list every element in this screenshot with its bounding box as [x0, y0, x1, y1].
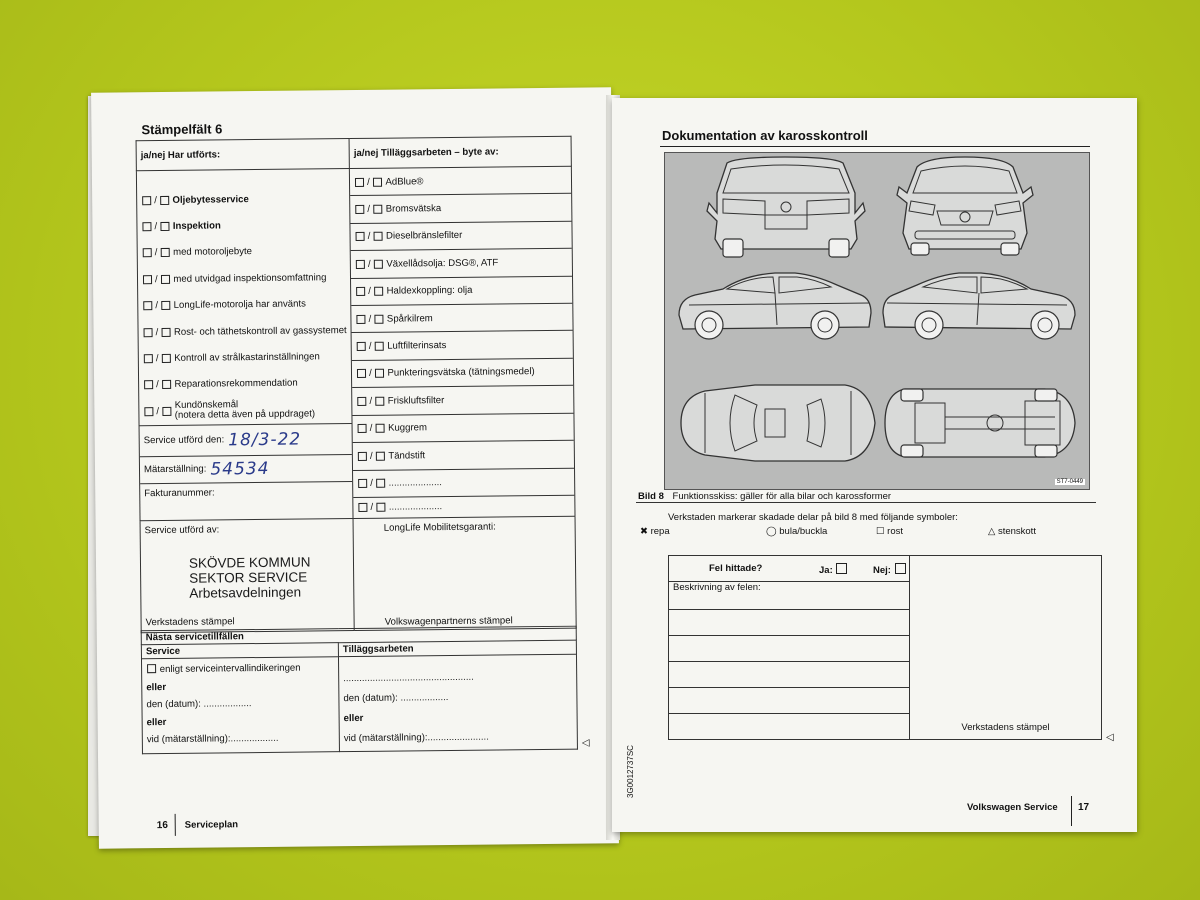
additional-date-field[interactable]: den (datum): .................. — [343, 692, 449, 705]
no-checkbox[interactable] — [162, 380, 171, 389]
done-item-label: Kontroll av strålkastarinställningen — [174, 351, 320, 364]
workshop-stamp-imprint: SKÖVDE KOMMUN SEKTOR SERVICE Arbetsavdelningen — [188, 553, 311, 601]
left-page — [91, 87, 619, 848]
no-checkbox[interactable] — [374, 260, 383, 269]
yes-checkbox[interactable] — [357, 315, 366, 324]
description-line-4[interactable] — [669, 688, 910, 714]
or-label-1: eller — [146, 681, 167, 693]
symbol-stone-chip: △ stenskott — [988, 526, 1036, 537]
done-item[interactable]: / Kundönskemål (notera detta även på uppdraget) — [139, 396, 351, 425]
car-diagram-svg — [665, 153, 1089, 489]
mobility-cell — [353, 516, 576, 630]
next-service-header: Service — [142, 643, 338, 659]
done-item[interactable]: / med motoroljebyte — [138, 238, 350, 267]
odometer-field[interactable]: vid (mätarställning):.................. — [146, 732, 279, 746]
odometer-field-label: Mätarställning: — [143, 463, 207, 476]
additional-item-label: Växellådsolja: DSG®, ATF — [386, 257, 499, 270]
yes-checkbox[interactable] — [144, 354, 153, 363]
no-checkbox[interactable] — [373, 232, 382, 241]
or-label-3: eller — [343, 712, 364, 725]
additional-item-label: Haldexkoppling: olja — [386, 285, 473, 297]
yes-checkbox[interactable] — [358, 452, 367, 461]
done-item-label: Oljebytesservice — [172, 193, 249, 206]
description-label[interactable]: Beskrivning av felen: — [669, 582, 910, 610]
additional-item[interactable]: / Punkteringsvätska (tätningsmedel) — [352, 357, 573, 387]
no-checkbox[interactable] — [160, 222, 169, 231]
done-item[interactable]: / Kontroll av strålkastarinställningen — [139, 343, 351, 372]
odometer-field-value: 54534 — [210, 458, 270, 480]
car-top-view — [681, 385, 875, 461]
arrow-marker-icon: ◁ — [581, 737, 590, 749]
date-field[interactable]: den (datum): .................. — [146, 698, 252, 711]
mobility-label: LongLife Mobilitetsgaranti: — [383, 521, 496, 534]
figure-code: ST7-0449 — [1056, 479, 1083, 485]
no-checkbox[interactable] — [375, 397, 384, 406]
additional-item-label: Kuggrem — [387, 422, 428, 434]
next-service-table — [141, 626, 578, 755]
or-label-2: eller — [146, 716, 167, 728]
no-checkbox[interactable] — [160, 248, 169, 257]
car-underbody-view — [885, 389, 1075, 457]
no-checkbox[interactable] — [895, 563, 906, 574]
yes-checkbox[interactable] — [143, 249, 152, 258]
additional-header: Tilläggsarbeten — [339, 641, 576, 657]
stamp-field-table — [136, 136, 577, 633]
additional-item-label: Bromsvätska — [385, 203, 442, 215]
additional-list — [350, 167, 575, 518]
no-checkbox[interactable] — [160, 196, 169, 205]
done-item-label: LongLife-motorolja har använts — [173, 298, 306, 312]
footer-divider — [175, 814, 176, 836]
footer-label: Serviceplan — [184, 819, 239, 831]
arrow-marker-right-icon: ◁ — [1106, 732, 1114, 743]
done-item-label: Kundönskemål (notera detta även på uppdraget) — [174, 399, 316, 422]
invoice-number-field[interactable] — [140, 481, 352, 504]
no-checkbox[interactable] — [375, 369, 384, 378]
yes-checkbox[interactable] — [356, 287, 365, 296]
yes-checkbox[interactable] — [836, 563, 847, 574]
header-done: ja/nej Har utförts: — [136, 139, 349, 171]
header-additional: ja/nej Tilläggsarbeten – byte av: — [349, 136, 571, 168]
yes-checkbox[interactable] — [143, 301, 152, 310]
no-checkbox[interactable] — [374, 342, 383, 351]
no-checkbox[interactable] — [376, 479, 385, 488]
done-list — [137, 185, 352, 504]
car-front-view — [897, 157, 1033, 255]
description-line-1[interactable] — [669, 610, 910, 636]
no-checkbox[interactable] — [161, 301, 170, 310]
additional-item[interactable]: / .................... — [353, 467, 574, 496]
additional-item[interactable]: / Dieselbränslefilter — [351, 221, 572, 251]
car-side-view-left — [679, 273, 871, 339]
performed-by-label: Service utförd av: — [144, 523, 220, 536]
yes-checkbox[interactable] — [355, 205, 364, 214]
yes-checkbox[interactable] — [358, 503, 367, 512]
yes-checkbox[interactable] — [144, 381, 153, 390]
service-date-field[interactable] — [140, 423, 352, 456]
no-checkbox[interactable] — [162, 407, 171, 416]
yes-checkbox[interactable] — [357, 342, 366, 351]
interval-label: enligt serviceintervallindikeringen — [159, 662, 301, 676]
additional-item[interactable]: / Luftfilterinsats — [352, 330, 573, 360]
yes-checkbox[interactable] — [143, 275, 152, 284]
additional-item-label: .................... — [388, 477, 442, 489]
done-item-label: Reparationsrekommendation — [174, 378, 298, 391]
description-line-5[interactable] — [669, 714, 910, 740]
yes-checkbox[interactable] — [355, 178, 364, 187]
car-rear-view — [707, 157, 865, 257]
additional-item-label: Spårkilrem — [386, 312, 433, 325]
yes-checkbox[interactable] — [142, 196, 151, 205]
description-line-3[interactable] — [669, 662, 910, 688]
document-code: 3G0012737SC — [626, 745, 635, 798]
fault-found-label: Fel hittade? — [709, 563, 763, 574]
yes-checkbox[interactable] — [357, 369, 366, 378]
car-side-view-right — [883, 273, 1075, 339]
title-underline — [660, 146, 1090, 147]
done-item[interactable]: / Rost- och täthetskontroll av gassystemet — [138, 317, 350, 346]
yes-checkbox[interactable] — [357, 397, 366, 406]
additional-item[interactable]: / Kuggrem — [353, 412, 574, 442]
no-checkbox[interactable] — [374, 314, 383, 323]
additional-item[interactable]: / Spårkilrem — [351, 303, 572, 333]
done-item[interactable]: / Inspektion — [137, 211, 349, 240]
no-checkbox[interactable] — [373, 205, 382, 214]
marking-instructions: Verkstaden markerar skadade delar på bild 8 med följande symboler: — [668, 512, 958, 523]
no-checkbox[interactable] — [373, 177, 382, 186]
additional-item[interactable]: / .................... — [353, 494, 574, 517]
yes-checkbox[interactable] — [356, 232, 365, 241]
next-service-title: Nästa servicetillfällen — [141, 626, 576, 645]
additional-item-label: Luftfilterinsats — [387, 340, 447, 352]
workshop-stamp-label-right: Verkstadens stämpel — [961, 722, 1050, 733]
additional-item[interactable]: / Friskluftsfilter — [352, 385, 573, 415]
additional-item[interactable]: / Haldexkoppling: olja — [351, 275, 572, 305]
done-item-label: Inspektion — [172, 220, 221, 232]
no-checkbox[interactable] — [375, 424, 384, 433]
footer-label-right: Volkswagen Service — [967, 802, 1058, 813]
footer-divider-right — [1071, 796, 1072, 826]
additional-item-label: .................... — [388, 501, 443, 513]
yes-checkbox[interactable] — [144, 407, 153, 416]
odometer-field[interactable] — [140, 454, 352, 483]
interval-checkbox[interactable] — [147, 664, 156, 673]
caption-rule — [636, 502, 1096, 503]
additional-item-label: Dieselbränslefilter — [385, 230, 463, 243]
no-checkbox[interactable] — [374, 287, 383, 296]
additional-dots[interactable]: ................................................. — [343, 671, 474, 685]
done-item-label: med utvidgad inspektionsomfattning — [173, 272, 327, 285]
no-checkbox[interactable] — [161, 354, 170, 363]
additional-item[interactable]: / Tändstift — [353, 440, 574, 470]
no-checkbox[interactable] — [161, 275, 170, 284]
additional-item-label: Tändstift — [388, 450, 426, 462]
additional-item[interactable]: / Bromsvätska — [350, 193, 571, 223]
yes-checkbox[interactable] — [358, 424, 367, 433]
no-checkbox[interactable] — [376, 451, 385, 460]
performed-by-cell — [140, 518, 354, 632]
workshop-stamp-label: Verkstadens stämpel — [145, 615, 235, 628]
no-label: Nej: — [873, 563, 907, 576]
yes-checkbox[interactable] — [358, 479, 367, 488]
symbol-rust: ☐ rost — [876, 526, 903, 537]
done-item[interactable]: / LongLife-motorolja har använts — [138, 291, 350, 320]
yes-checkbox[interactable] — [144, 328, 153, 337]
page-title-right: Dokumentation av karosskontroll — [662, 128, 868, 143]
no-checkbox[interactable] — [376, 503, 385, 512]
additional-item[interactable]: / AdBlue® — [350, 167, 571, 196]
workshop-stamp-area[interactable] — [910, 556, 1102, 740]
page-title: Stämpelfält 6 — [141, 121, 223, 138]
page-number: 16 — [156, 819, 168, 832]
additional-item-label: AdBlue® — [385, 175, 424, 188]
yes-label: Ja: — [819, 563, 848, 576]
description-line-2[interactable] — [669, 636, 910, 662]
no-checkbox[interactable] — [161, 328, 170, 337]
invoice-number-field-label: Fakturanummer: — [144, 487, 215, 500]
car-body-diagram — [664, 152, 1090, 490]
additional-item[interactable]: / Växellådsolja: DSG®, ATF — [351, 248, 572, 278]
fault-table — [668, 555, 1102, 740]
done-item[interactable]: / med utvidgad inspektionsomfattning — [138, 264, 350, 293]
service-date-field-value: 18/3-22 — [228, 429, 302, 450]
additional-item-label: Friskluftsfilter — [387, 394, 445, 407]
done-item[interactable]: / Oljebytesservice — [137, 185, 349, 214]
service-date-field-label: Service utförd den: — [143, 434, 225, 447]
symbol-scratch: ✖ repa — [640, 526, 670, 537]
done-item[interactable]: / Reparationsrekommendation — [139, 370, 351, 399]
additional-odometer-field[interactable]: vid (mätarställning):....................... — [343, 731, 489, 745]
done-item-label: Rost- och täthetskontroll av gassystemet — [173, 324, 347, 338]
figure-caption: Bild 8 Funktionsskiss: gäller för alla bilar och karossformer — [638, 491, 892, 502]
right-page — [612, 98, 1137, 832]
yes-checkbox[interactable] — [142, 222, 151, 231]
yes-checkbox[interactable] — [356, 260, 365, 269]
partner-stamp-label: Volkswagenpartnerns stämpel — [384, 614, 513, 628]
page-number-right: 17 — [1078, 802, 1090, 813]
symbol-dent: ◯ bula/buckla — [766, 526, 828, 537]
done-item-label: med motoroljebyte — [173, 246, 253, 259]
additional-item-label: Punkteringsvätska (tätningsmedel) — [387, 366, 535, 380]
